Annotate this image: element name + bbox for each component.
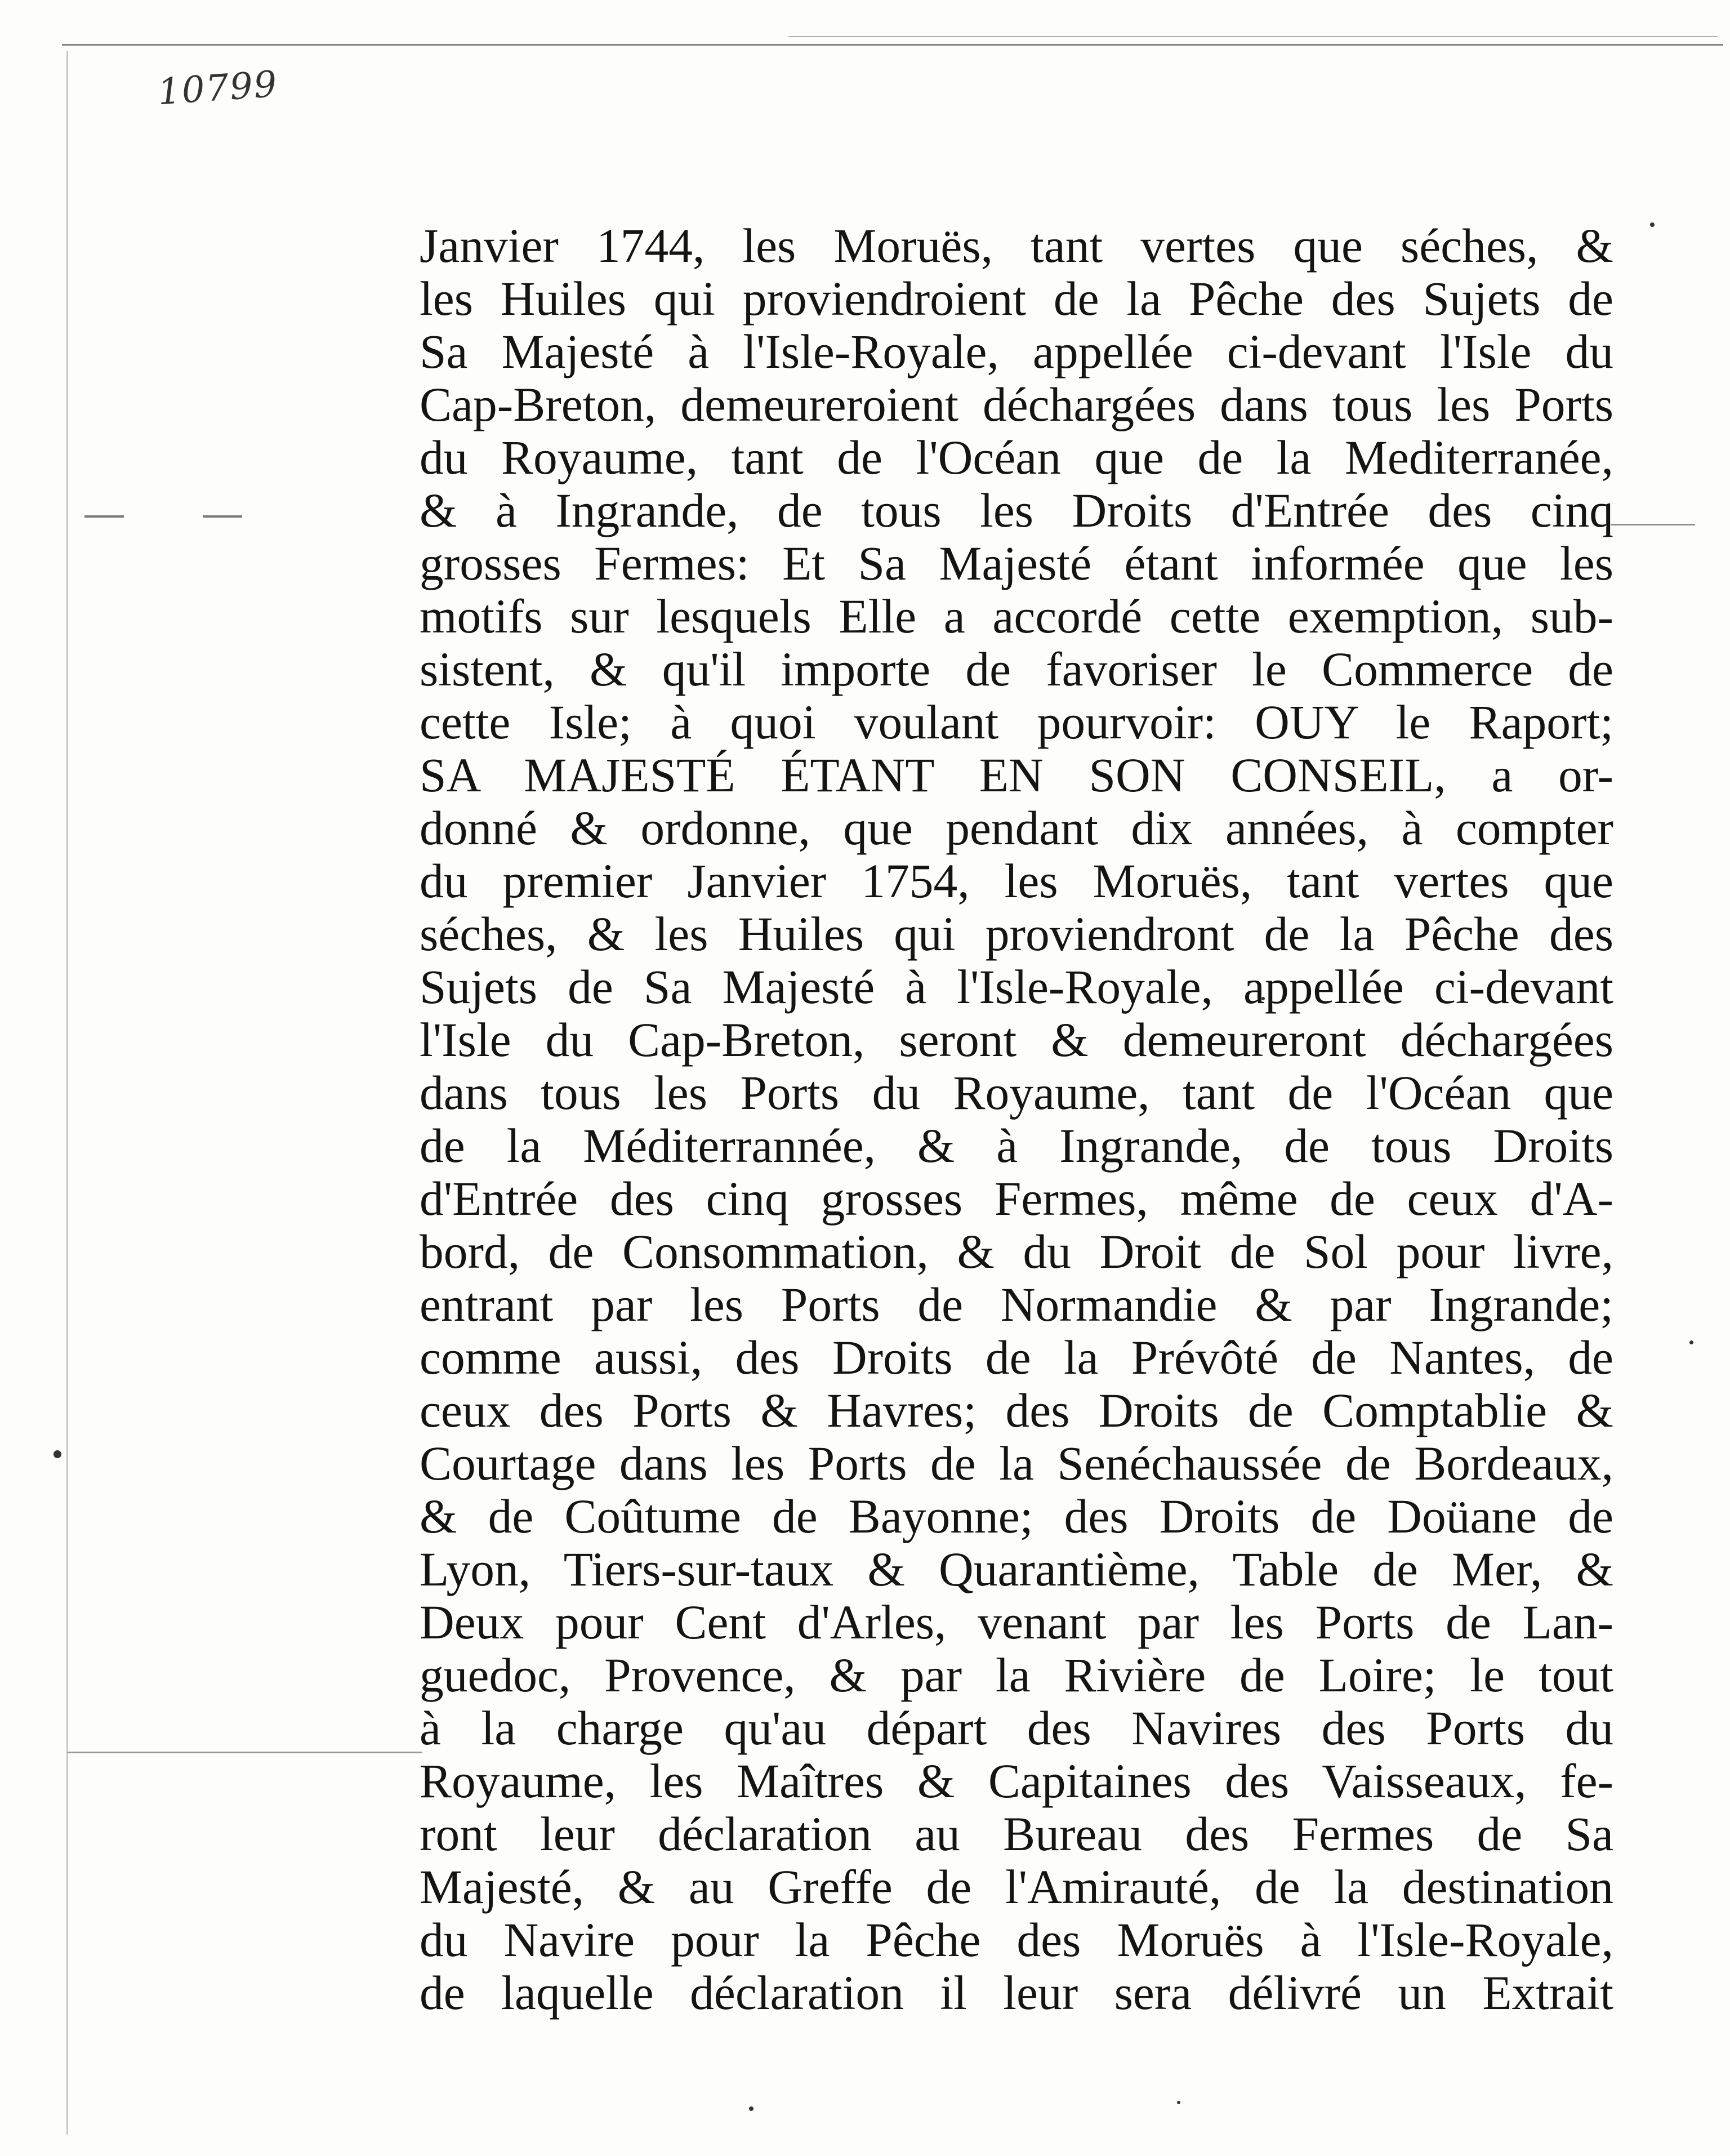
text-line: motifs sur lesquels Elle a accordé cette exemption, sub- [420, 590, 1613, 643]
text-line: du Navire pour la Pêche des Moruës à l'Isle-Royale, [420, 1914, 1613, 1967]
text-line: d'Entrée des cinq grosses Fermes, même de ceux d'A- [420, 1173, 1613, 1226]
text-line: Deux pour Cent d'Arles, venant par les Ports de Lan- [420, 1596, 1613, 1649]
text-line: entrant par les Ports de Normandie & par Ingrande; [420, 1279, 1613, 1331]
text-line: Cap-Breton, demeureroient déchargées dans tous les Ports [420, 378, 1613, 431]
speck [749, 2106, 753, 2111]
margin-dash-3 [1611, 524, 1695, 525]
speck [1689, 1340, 1693, 1344]
text-line: ront leur déclaration au Bureau des Fermes de Sa [420, 1808, 1613, 1861]
text-line: de la Méditerrannée, & à Ingrande, de tous Droits [420, 1120, 1613, 1173]
text-line: du premier Janvier 1754, les Moruës, tant vertes que [420, 855, 1613, 908]
text-line: séches, & les Huiles qui proviendront de la Pêche des [420, 908, 1613, 961]
scan-edge-left [66, 51, 68, 2135]
text-line: dans tous les Ports du Royaume, tant de l'Océan que [420, 1067, 1613, 1120]
text-line: Janvier 1744, les Moruës, tant vertes que séches, & [420, 220, 1613, 273]
margin-dash-2 [203, 515, 242, 518]
text-line: sistent, & qu'il importe de favoriser le Commerce de [420, 643, 1613, 696]
text-line: cette Isle; à quoi voulant pourvoir: OUY le Raport; [420, 696, 1613, 749]
handwritten-margin-note: 10799 [156, 63, 279, 114]
scan-edge-top [62, 44, 1723, 46]
text-line: ceux des Ports & Havres; des Droits de Comptablie & [420, 1384, 1613, 1437]
scan-edge-top-2 [788, 36, 1718, 37]
speck [1650, 222, 1655, 227]
text-line: Sa Majesté à l'Isle-Royale, appellée ci-devant l'Isle du [420, 326, 1613, 378]
text-line: SA MAJESTÉ ÉTANT EN SON CONSEIL, a or- [420, 749, 1613, 802]
text-line: à la charge qu'au départ des Navires des Ports du [420, 1702, 1613, 1755]
margin-rule-lower [68, 1752, 422, 1753]
text-line: grosses Fermes: Et Sa Majesté étant informée que les [420, 537, 1613, 590]
text-line: Sujets de Sa Majesté à l'Isle-Royale, appellée ci-devant [420, 961, 1613, 1014]
text-line: du Royaume, tant de l'Océan que de la Mediterranée, [420, 431, 1613, 484]
document-body [420, 220, 1613, 2020]
text-line: les Huiles qui proviendroient de la Pêche des Sujets de [420, 273, 1613, 326]
text-line: guedoc, Provence, & par la Rivière de Loire; le tout [420, 1649, 1613, 1702]
margin-dash-1 [84, 515, 124, 518]
speck [53, 1450, 61, 1458]
text-line: donné & ordonne, que pendant dix années, à compter [420, 802, 1613, 855]
text-line: & de Coûtume de Bayonne; des Droits de Doüane de [420, 1490, 1613, 1543]
speck [1177, 2101, 1180, 2104]
text-line: Courtage dans les Ports de la Senéchaussée de Bordeaux, [420, 1437, 1613, 1490]
text-line: l'Isle du Cap-Breton, seront & demeureront déchargées [420, 1014, 1613, 1067]
text-line: comme aussi, des Droits de la Prévôté de Nantes, de [420, 1331, 1613, 1384]
text-line: Royaume, les Maîtres & Capitaines des Vaisseaux, fe- [420, 1755, 1613, 1808]
text-line: Lyon, Tiers-sur-taux & Quarantième, Table de Mer, & [420, 1543, 1613, 1596]
text-line: & à Ingrande, de tous les Droits d'Entrée des cinq [420, 484, 1613, 537]
text-line: de laquelle déclaration il leur sera délivré un Extrait [420, 1967, 1613, 2020]
text-line: Majesté, & au Greffe de l'Amirauté, de la destination [420, 1861, 1613, 1914]
text-line: bord, de Consommation, & du Droit de Sol pour livre, [420, 1226, 1613, 1279]
